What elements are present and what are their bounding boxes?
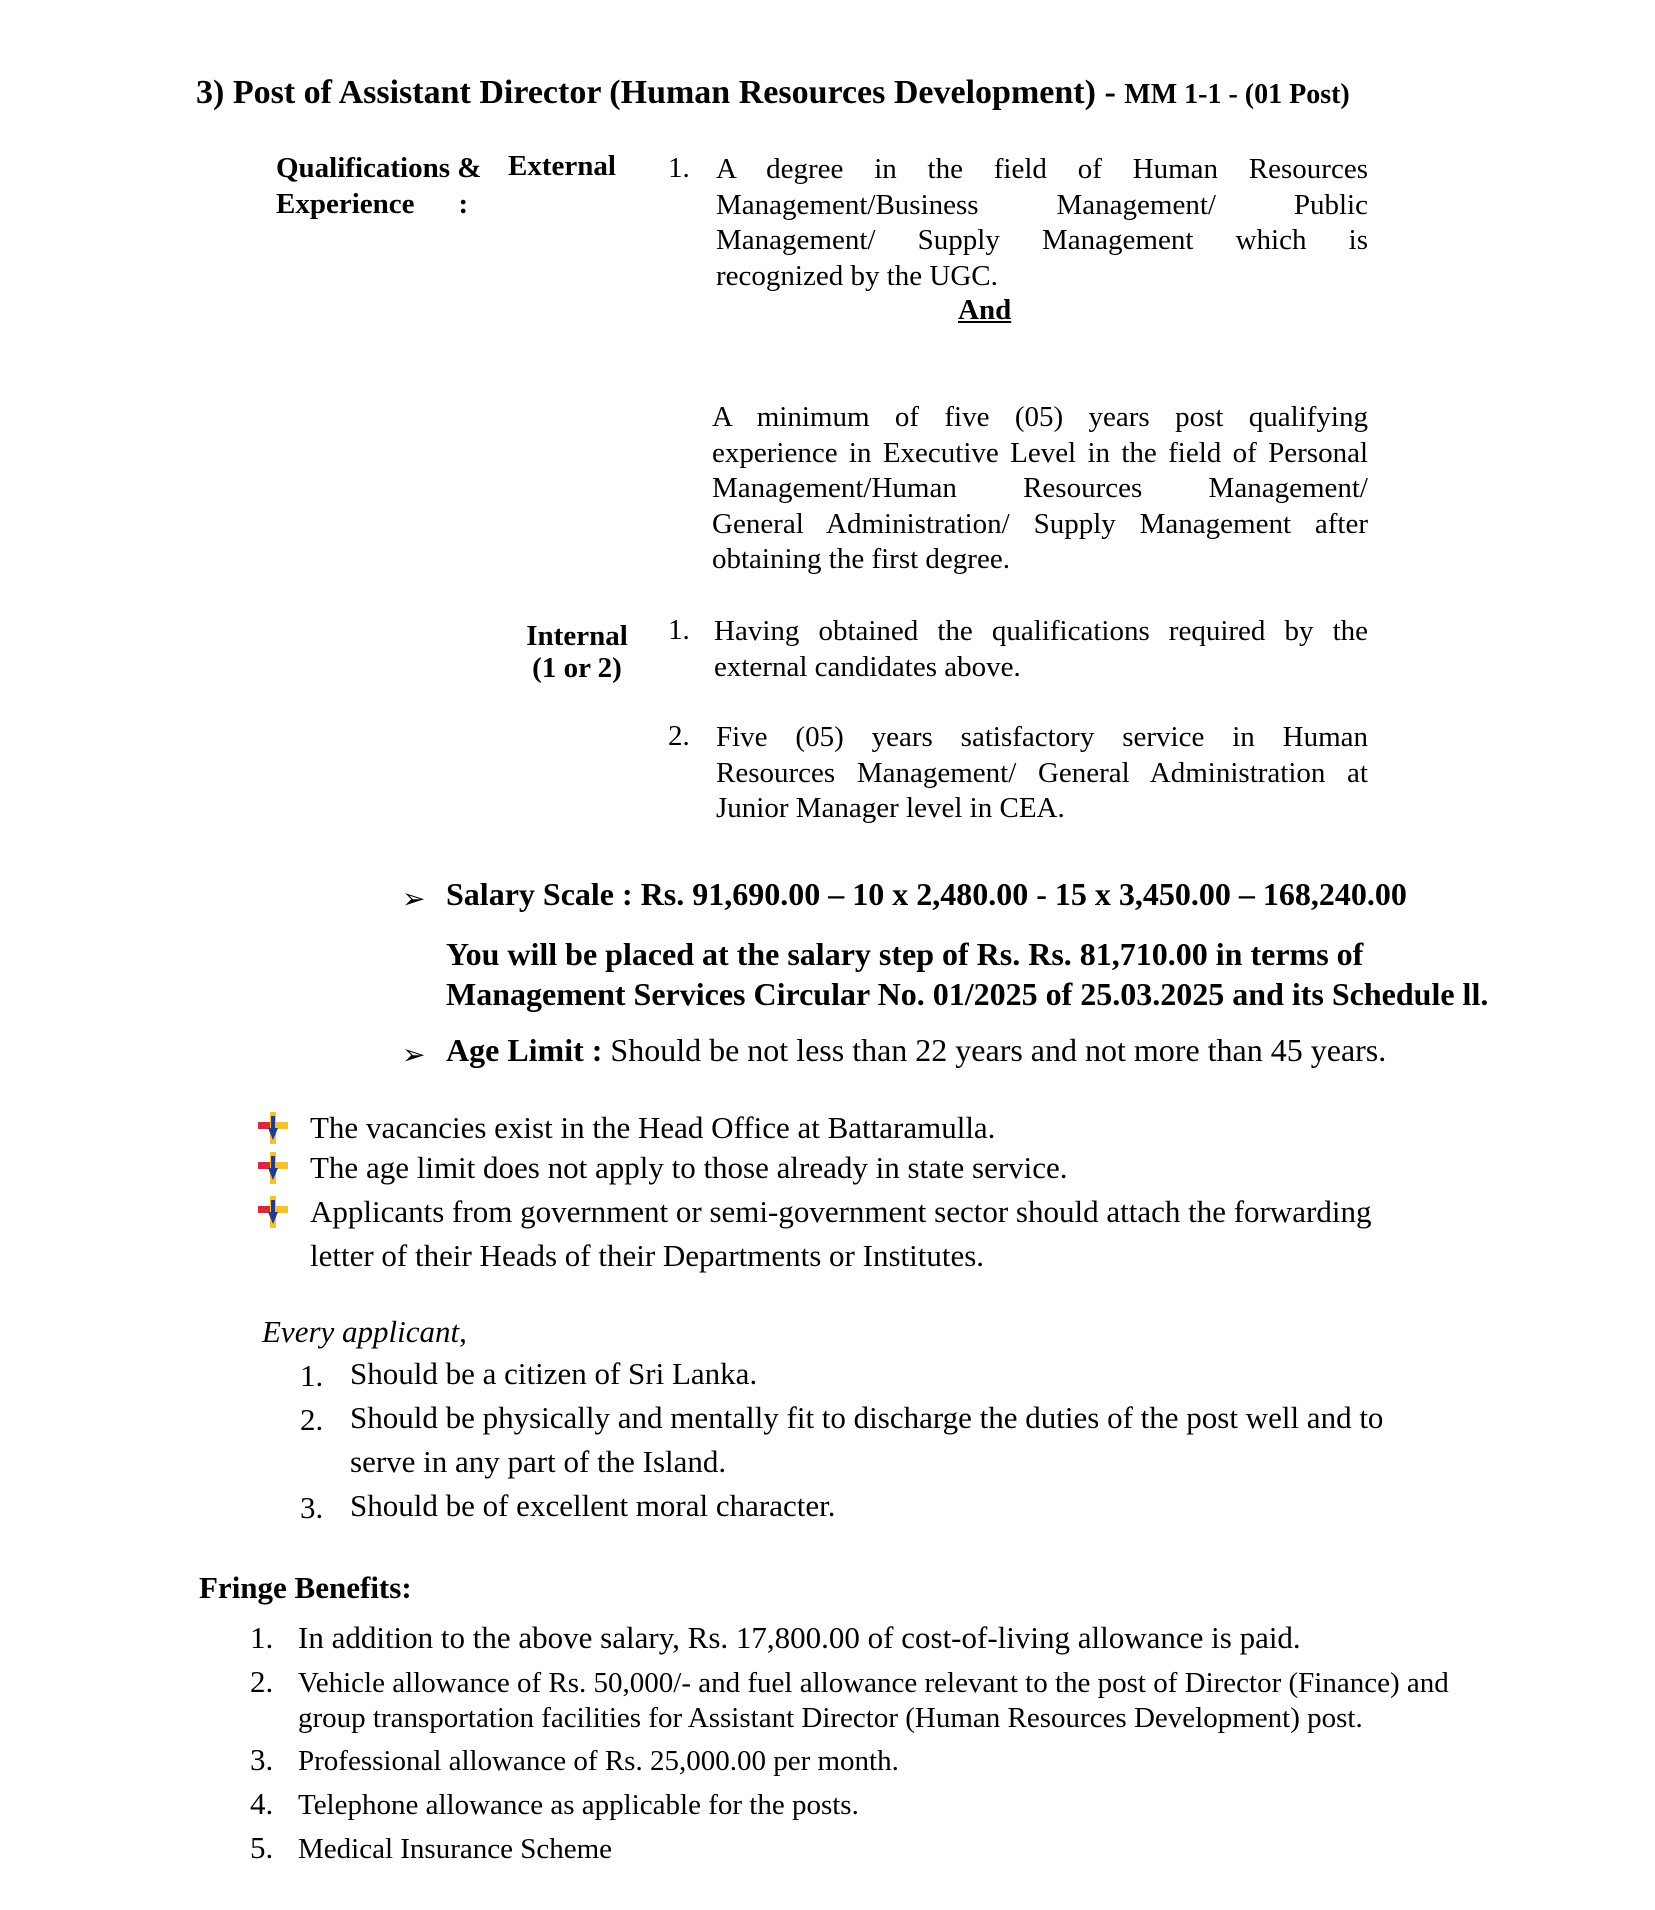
experience-line: experience in Executive Level in the field of Personal bbox=[712, 436, 1368, 469]
applicant-item-number: 2. bbox=[300, 1402, 324, 1437]
colorful-cross-bullet-icon bbox=[258, 1112, 288, 1144]
colorful-cross-bullet-icon bbox=[258, 1196, 288, 1228]
external-item1-text bbox=[716, 152, 1368, 294]
internal-item1-number: 1. bbox=[668, 614, 690, 646]
arrow-bullet-icon: ➢ bbox=[402, 1040, 426, 1071]
age-limit-text: Should be not less than 22 years and not more than 45 years. bbox=[602, 1032, 1387, 1068]
benefit-item: Medical Insurance Scheme bbox=[298, 1833, 613, 1865]
placement-line: You will be placed at the salary step of Rs. Rs. 81,710.00 in terms of bbox=[446, 936, 1364, 972]
salary-placement-note bbox=[446, 934, 1488, 1014]
external-item1-line: recognized by the UGC. bbox=[716, 259, 998, 292]
applicant-item: Should be a citizen of Sri Lanka. bbox=[350, 1356, 758, 1391]
benefit-item-number: 3. bbox=[250, 1742, 274, 1777]
external-experience-text bbox=[712, 400, 1368, 578]
internal-item2-line: Junior Manager level in CEA. bbox=[716, 792, 1065, 824]
internal-item2-line: Resources Management/ General Administration at bbox=[716, 756, 1368, 789]
applicant-item: Should be physically and mentally fit to discharge the duties of the post well and to bbox=[350, 1400, 1384, 1435]
page-title bbox=[196, 74, 1350, 112]
internal-label-line1: Internal bbox=[526, 620, 628, 652]
qualifications-label bbox=[276, 150, 481, 222]
internal-label bbox=[522, 620, 632, 684]
experience-line: General Administration/ Supply Management after bbox=[712, 507, 1368, 540]
experience-line: Management/Human Resources Management/ bbox=[712, 472, 1368, 504]
post-title: 3) Post of Assistant Director (Human Resources Development) - bbox=[196, 74, 1116, 111]
experience-line: A minimum of five (05) years post qualifying bbox=[712, 401, 1368, 433]
benefit-item: Telephone allowance as applicable for the posts. bbox=[298, 1789, 859, 1821]
applicant-item-number: 1. bbox=[300, 1358, 324, 1393]
colorful-cross-bullet-icon bbox=[258, 1152, 288, 1184]
external-item1-line: Management/ Supply Management which is bbox=[716, 224, 1368, 256]
note-item: The vacancies exist in the Head Office at Battaramulla. bbox=[310, 1110, 996, 1145]
benefit-item-number: 4. bbox=[250, 1786, 274, 1821]
benefit-item-continued: group transportation facilities for Assistant Director (Human Resources Development) post. bbox=[298, 1702, 1363, 1734]
placement-line: Management Services Circular No. 01/2025 of 25.03.2025 and its Schedule ll. bbox=[446, 976, 1489, 1012]
internal-item1-text bbox=[714, 614, 1368, 685]
qualifications-label-line2: Experience bbox=[276, 188, 415, 220]
internal-label-line2: (1 or 2) bbox=[532, 652, 622, 684]
benefit-item: In addition to the above salary, Rs. 17,800.00 of cost-of-living allowance is paid. bbox=[298, 1620, 1301, 1655]
external-item1-line: A degree in the field of Human Resources bbox=[716, 153, 1368, 185]
qualifications-label-line1: Qualifications & bbox=[276, 152, 482, 184]
post-code: MM 1-1 - (01 Post) bbox=[1124, 79, 1350, 110]
applicant-item-number: 3. bbox=[300, 1490, 324, 1525]
age-limit-label: Age Limit : bbox=[446, 1032, 603, 1068]
internal-item1-line: external candidates above. bbox=[714, 650, 1021, 683]
salary-scale: Salary Scale : Rs. 91,690.00 – 10 x 2,480.00 - 15 x 3,450.00 – 168,240.00 bbox=[446, 876, 1407, 912]
internal-item2-number: 2. bbox=[668, 720, 690, 752]
fringe-benefits-heading: Fringe Benefits: bbox=[199, 1570, 412, 1605]
age-limit bbox=[446, 1032, 1386, 1069]
benefit-item-number: 2. bbox=[250, 1664, 274, 1699]
benefit-item-number: 1. bbox=[250, 1620, 274, 1655]
external-item1-number: 1. bbox=[668, 152, 690, 184]
internal-item2-text bbox=[716, 720, 1368, 827]
note-item: The age limit does not apply to those already in state service. bbox=[310, 1150, 1068, 1185]
benefit-item: Vehicle allowance of Rs. 50,000/- and fuel allowance relevant to the post of Director (Finance) and bbox=[298, 1667, 1449, 1699]
benefit-item: Professional allowance of Rs. 25,000.00 per month. bbox=[298, 1745, 899, 1777]
benefit-item-number: 5. bbox=[250, 1830, 274, 1865]
applicant-item: Should be of excellent moral character. bbox=[350, 1488, 836, 1523]
note-item-continued: letter of their Heads of their Departments or Institutes. bbox=[310, 1238, 985, 1273]
experience-line: obtaining the first degree. bbox=[712, 543, 1010, 575]
every-applicant-heading: Every applicant, bbox=[262, 1314, 467, 1349]
qualifications-colon: : bbox=[458, 188, 469, 220]
internal-item1-line: Having obtained the qualifications required by the bbox=[714, 615, 1368, 647]
applicant-item-continued: serve in any part of the Island. bbox=[350, 1444, 727, 1479]
arrow-bullet-icon: ➢ bbox=[402, 884, 426, 915]
external-item1-line: Management/Business Management/ Public bbox=[716, 188, 1368, 221]
internal-item2-line: Five (05) years satisfactory service in Human bbox=[716, 721, 1368, 753]
and-connector: And bbox=[958, 294, 1012, 326]
note-item: Applicants from government or semi-government sector should attach the forwarding bbox=[310, 1194, 1372, 1229]
external-label: External bbox=[508, 150, 616, 182]
